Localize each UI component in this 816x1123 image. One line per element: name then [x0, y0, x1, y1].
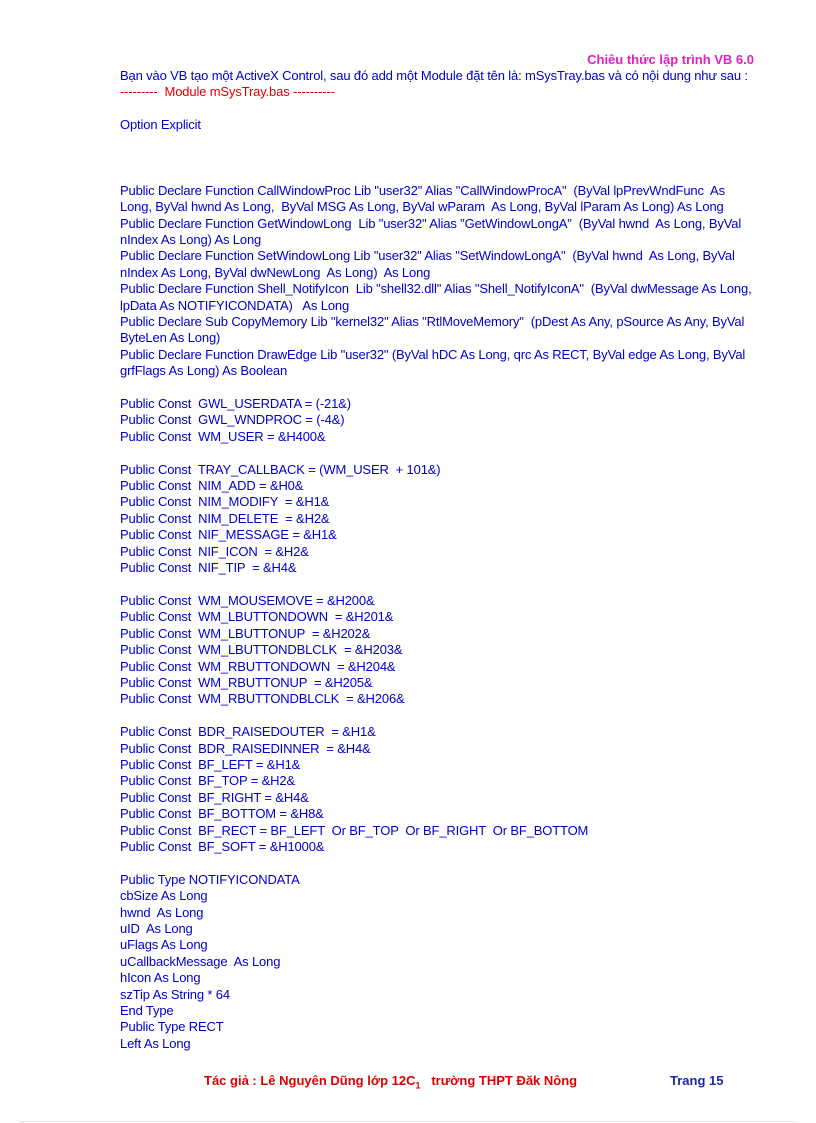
code-line: Public Const TRAY_CALLBACK = (WM_USER + 101&): [120, 461, 441, 477]
page-number: Trang 15: [670, 1073, 724, 1088]
code-line: cbSize As Long: [120, 888, 208, 904]
spacer: [120, 150, 760, 166]
code-line: Public Const BF_RECT = BF_LEFT Or BF_TOP Or BF_RIGHT Or BF_BOTTOM: [120, 822, 589, 838]
declare-setwindowlong: Public Declare Function SetWindowLong Lib "user32" Alias "SetWindowLongA" (ByVal hwnd As Long, ByVal nIndex As Long, ByVal dwNewLong As Long) As Long: [120, 248, 739, 280]
code-line: Public Const WM_LBUTTONUP = &H202&: [120, 625, 371, 641]
document-body: [120, 68, 760, 1052]
page-header-title: Chiêu thức lập trình VB 6.0: [587, 52, 754, 67]
code-line: Public Const WM_LBUTTONDOWN = &H201&: [120, 609, 394, 625]
code-line: uID As Long: [120, 920, 193, 936]
code-line: Public Const WM_USER = &H400&: [120, 428, 326, 444]
const-block-gwl: [120, 396, 760, 445]
declare-getwindowlong: Public Declare Function GetWindowLong Lib "user32" Alias "GetWindowLongA" (ByVal hwnd As Long, ByVal nIndex As Long) As Long: [120, 215, 745, 247]
code-line: uFlags As Long: [120, 937, 208, 953]
code-line: Public Const BF_SOFT = &H1000&: [120, 838, 325, 854]
const-block-border: [120, 724, 760, 855]
code-line: Public Const GWL_USERDATA = (-21&): [120, 396, 351, 412]
code-line: Public Const WM_LBUTTONDBLCLK = &H203&: [120, 642, 403, 658]
code-line: Public Const BF_LEFT = &H1&: [120, 756, 301, 772]
code-line: uCallbackMessage As Long: [120, 953, 281, 969]
code-line: Public Const BDR_RAISEDINNER = &H4&: [120, 740, 371, 756]
footer-author-prefix: Tác giả : Lê Nguyên Dũng lớp 12C: [204, 1073, 416, 1088]
code-line: Public Const NIM_DELETE = &H2&: [120, 510, 330, 526]
declare-shell-notifyicon: Public Declare Function Shell_NotifyIcon Lib "shell32.dll" Alias "Shell_NotifyIconA" (ByVal dwMessage As Long, lpData As NOTIFYICONDATA) As Long: [120, 281, 755, 313]
intro-paragraph: Bạn vào VB tạo một ActiveX Control, sau đó add một Module đặt tên là: mSysTray.bas và có nội dung như sau :: [120, 68, 748, 83]
footer-author-sub: 1: [415, 1080, 421, 1091]
declare-copymemory: Public Declare Sub CopyMemory Lib "kernel32" Alias "RtlMoveMemory" (pDest As Any, pSource As Any, ByVal ByteLen As Long): [120, 314, 748, 346]
declare-block: [120, 183, 760, 380]
code-line: Public Const NIF_ICON = &H2&: [120, 543, 309, 559]
option-explicit-line: Option Explicit: [120, 117, 201, 133]
code-line: Public Const NIF_MESSAGE = &H1&: [120, 527, 337, 543]
spacer: [120, 166, 760, 182]
bottom-divider: [20, 1121, 796, 1122]
spacer: [120, 101, 760, 117]
code-line: Left As Long: [120, 1035, 191, 1051]
code-line: Public Const BF_TOP = &H2&: [120, 773, 296, 789]
code-line: Public Const GWL_WNDPROC = (-4&): [120, 412, 345, 428]
const-block-tray: [120, 462, 760, 577]
code-line: hIcon As Long: [120, 970, 201, 986]
code-line: End Type: [120, 1003, 174, 1019]
module-heading: --------- Module mSysTray.bas ----------: [120, 84, 335, 100]
spacer: [120, 855, 760, 871]
code-line: Public Const WM_RBUTTONUP = &H205&: [120, 674, 373, 690]
type-block: [120, 872, 760, 1052]
footer-author: [204, 1073, 577, 1091]
code-line: Public Const NIF_TIP = &H4&: [120, 560, 297, 576]
code-line: szTip As String * 64: [120, 986, 230, 1002]
code-line: Public Const NIM_MODIFY = &H1&: [120, 494, 330, 510]
code-line: Public Const WM_RBUTTONDBLCLK = &H206&: [120, 691, 405, 707]
code-line: Public Type RECT: [120, 1019, 224, 1035]
declare-drawedge: Public Declare Function DrawEdge Lib "user32" (ByVal hDC As Long, qrc As RECT, ByVal edge As Long, ByVal grfFlags As Long) As Boolean: [120, 346, 749, 379]
const-block-mouse: [120, 593, 760, 708]
spacer: [120, 708, 760, 724]
code-line: Public Const BDR_RAISEDOUTER = &H1&: [120, 724, 376, 740]
spacer: [120, 380, 760, 396]
spacer: [120, 577, 760, 593]
code-line: Public Const NIM_ADD = &H0&: [120, 478, 304, 494]
code-line: Public Type NOTIFYICONDATA: [120, 871, 300, 887]
code-line: Public Const WM_MOUSEMOVE = &H200&: [120, 592, 375, 608]
spacer: [120, 445, 760, 461]
code-line: Public Const WM_RBUTTONDOWN = &H204&: [120, 658, 396, 674]
code-line: Public Const BF_BOTTOM = &H8&: [120, 806, 324, 822]
footer-author-suffix: trường THPT Đăk Nông: [420, 1073, 578, 1088]
spacer: [120, 134, 760, 150]
code-line: Public Const BF_RIGHT = &H4&: [120, 789, 309, 805]
declare-callwindowproc: Public Declare Function CallWindowProc Lib "user32" Alias "CallWindowProcA" (ByVal lpPrevWndFunc As Long, ByVal hwnd As Long, ByVal MSG As Long, ByVal wParam As Long, ByVal lParam As Long) As Long: [120, 182, 729, 215]
code-line: hwnd As Long: [120, 904, 204, 920]
